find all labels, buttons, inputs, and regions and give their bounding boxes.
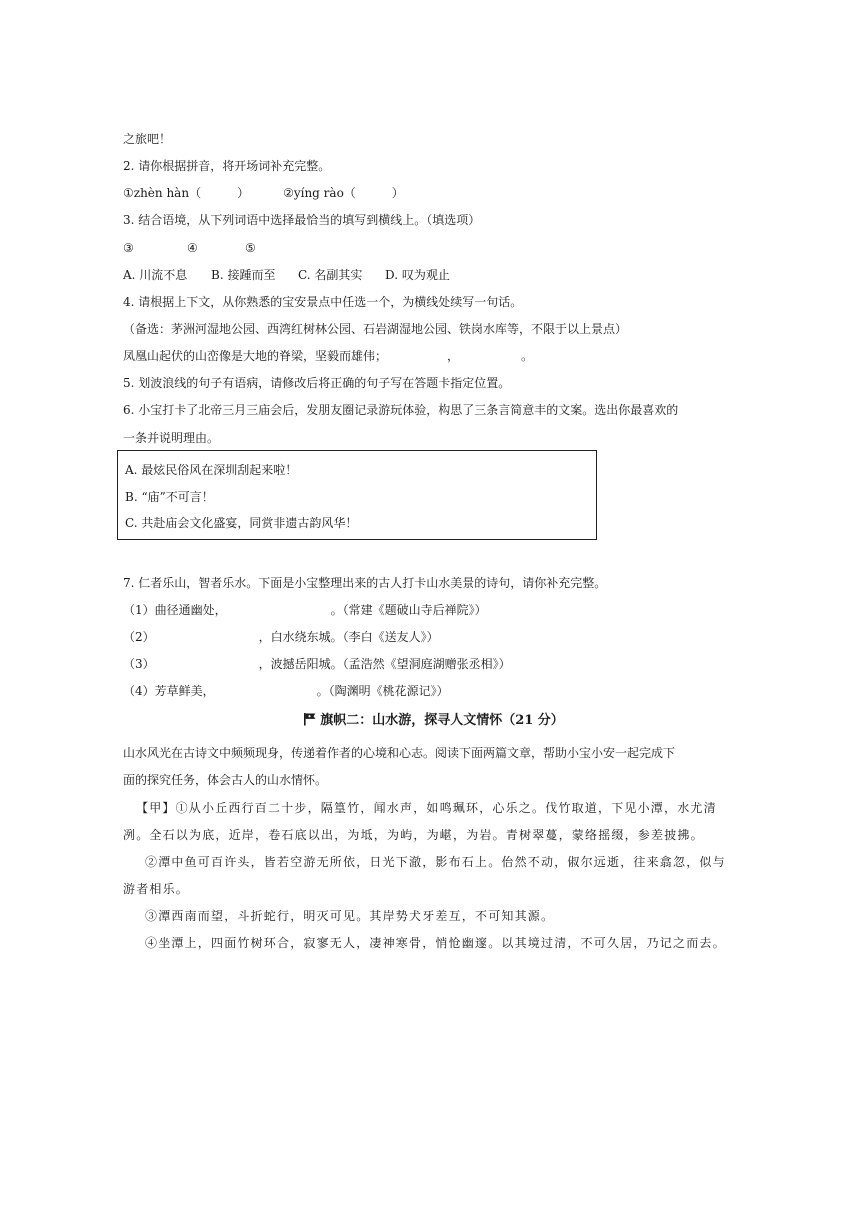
q2-item-1: ①zhèn hàn（ ） <box>123 186 250 200</box>
passage-line: ②潭中鱼可百许头，皆若空游无所依，日光下澈，影布石上。佁然不动，俶尔远逝，往来翕忽，似与 <box>145 855 726 869</box>
q7-line-2-pre: （2） <box>123 630 155 644</box>
q6-option-b: B. “庙”不可言！ <box>125 490 214 504</box>
q4-sentence: 凤凰山起伏的山峦像是大地的脊梁，坚毅而雄伟； <box>123 349 388 363</box>
q6-option-a: A. 最炫民俗风在深圳刮起来啦！ <box>125 463 298 477</box>
q4-prompt: 4. 请根据上下文，从你熟悉的宝安景点中任选一个，为横线处续写一句话。 <box>123 295 523 309</box>
intro-tail: 之旅吧！ <box>123 132 172 146</box>
q4-period: 。 <box>521 349 534 363</box>
q4-hint: （备选：茅洲河湿地公园、西湾红树林公园、石岩湖湿地公园、铁岗水库等，不限于以上景点） <box>123 322 628 336</box>
q3-prompt: 3. 结合语境，从下列词语中选择最恰当的填写到横线上。（填选项） <box>123 213 481 227</box>
q3-blank-5: ⑤ <box>245 241 256 255</box>
q6-option-c: C. 共赴庙会文化盛宴，同赏非遗古韵风华！ <box>125 516 358 530</box>
q7-line-4-post: 。（陶渊明《桃花源记》） <box>316 684 449 698</box>
q6-prompt-line2: 一条并说明理由。 <box>123 431 220 445</box>
q7-line-1 <box>123 602 487 618</box>
q7-line-3-post: ，波撼岳阳城。（孟浩然《望洞庭湖赠张丞相》） <box>258 657 511 671</box>
q7-prompt: 7. 仁者乐山，智者乐水。下面是小宝整理出来的古人打卡山水美景的诗句，请你补充完整。 <box>123 576 607 590</box>
q4-sentence-line <box>123 348 533 364</box>
q6-prompt-line1: 6. 小宝打卡了北帝三月三庙会后，发朋友圈记录游玩体验，构思了三条言简意丰的文案。选出你最喜欢的 <box>123 403 679 417</box>
passage-line: ④坐潭上，四面竹树环合，寂寥无人，凄神寒骨，悄怆幽邃。以其境过清，不可久居，乃记之而去。 <box>145 936 726 950</box>
q3-option-b: B. 接踵而至 <box>211 268 276 282</box>
q7-line-3 <box>123 656 511 672</box>
q5-prompt: 5. 划波浪线的句子有语病，请修改后将正确的句子写在答题卡指定位置。 <box>123 376 511 390</box>
section-2-intro-line1: 山水风光在古诗文中频频现身，传递着作者的心境和心志。阅读下面两篇文章，帮助小宝小安一起完成下 <box>123 746 676 760</box>
q4-comma: ， <box>447 349 460 363</box>
q7-line-1-pre: （1）曲径通幽处， <box>123 603 227 617</box>
q2-item-2: ②yíng rào（ ） <box>283 186 404 200</box>
q3-blank-3: ③ <box>123 241 134 255</box>
q3-options <box>123 267 450 283</box>
q3-blank-4: ④ <box>187 241 198 255</box>
q7-line-4-pre: （4）芳草鲜美， <box>123 684 215 698</box>
q7-line-2 <box>123 629 439 645</box>
passage-line: 游者相乐。 <box>123 882 190 896</box>
q7-line-2-post: ，白水绕东城。（李白《送友人》） <box>258 630 439 644</box>
section-2-intro-line2: 面的探究任务，体会古人的山水情怀。 <box>123 773 328 787</box>
section-2-title <box>0 712 867 730</box>
q7-line-3-pre: （3） <box>123 657 155 671</box>
section-2-title-text: 旗帜二：山水游，探寻人文情怀（21 分） <box>320 713 564 728</box>
q3-option-c: C. 名副其实 <box>298 268 363 282</box>
q3-option-d: D. 叹为观止 <box>385 268 450 282</box>
passage-line: 【甲】①从小丘西行百二十步，隔篁竹，闻水声，如鸣珮环，心乐之。伐竹取道，下见小潭，水尤清 <box>136 801 717 815</box>
passage-line: 冽。全石以为底，近岸，卷石底以出，为坻，为屿，为嵁，为岩。青树翠蔓，蒙络摇缀，参差披拂。 <box>123 828 704 842</box>
q6-options-box <box>117 450 597 540</box>
q7-line-4 <box>123 683 449 699</box>
q7-line-1-post: 。（常建《题破山寺后禅院》） <box>330 603 487 617</box>
q3-option-a: A. 川流不息 <box>123 268 188 282</box>
passage-line: ③潭西南而望，斗折蛇行，明灭可见。其岸势犬牙差互，不可知其源。 <box>145 909 555 923</box>
q2-prompt: 2. 请你根据拼音，将开场词补充完整。 <box>123 159 331 173</box>
flag-icon <box>303 712 317 726</box>
q3-blanks <box>123 240 256 256</box>
q2-items <box>123 185 404 201</box>
